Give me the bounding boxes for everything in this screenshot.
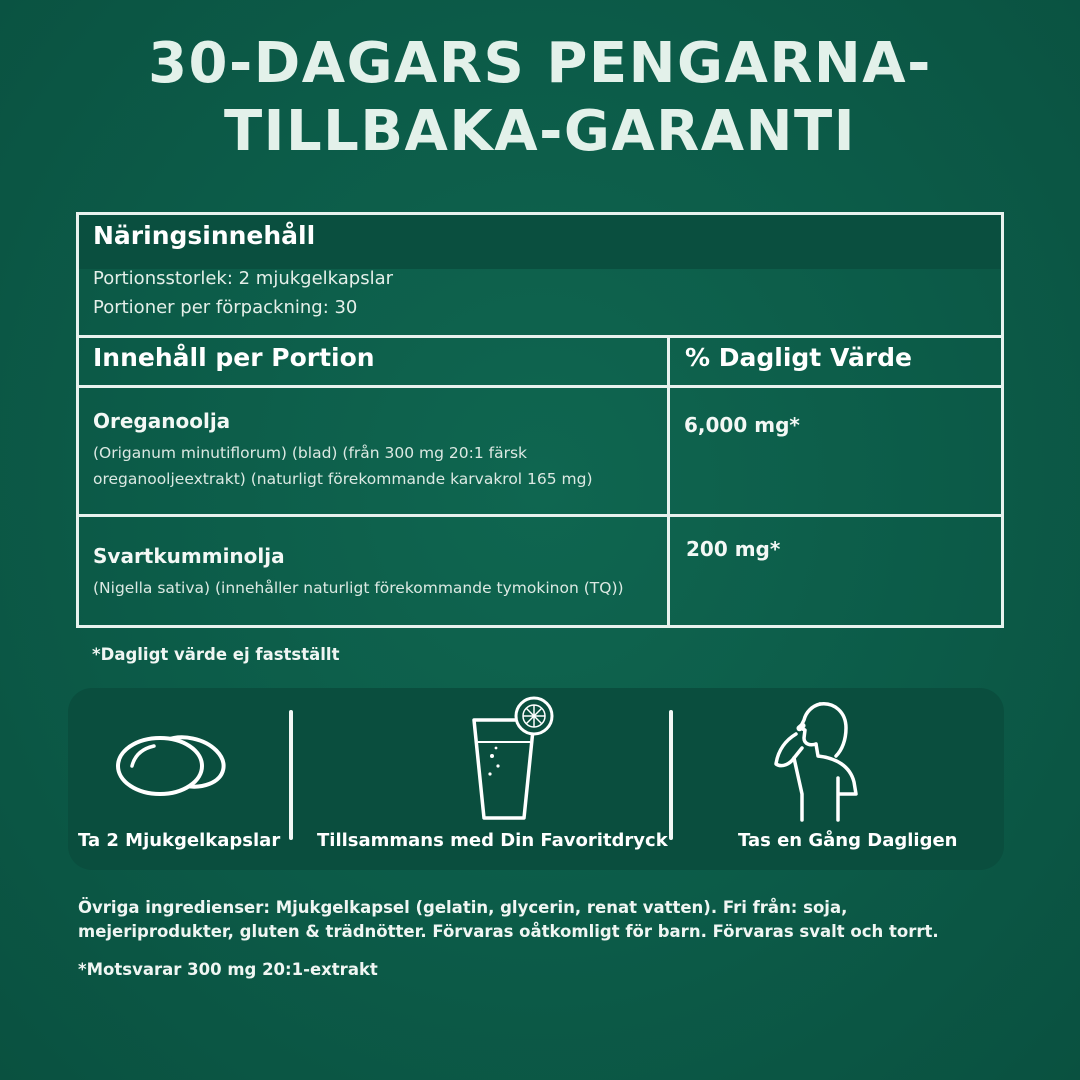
drink-glass-icon: [468, 696, 558, 822]
title-line-2: TILLBAKA-GARANTI: [223, 99, 857, 164]
serving-size: Portionsstorlek: 2 mjukgelkapslar: [93, 268, 394, 289]
ingredient-desc-oregano: (Origanum minutiflorum) (blad) (från 300 mg 20:1 färsk oreganooljeextrakt) (naturligt förekommande karvakrol 165 mg): [93, 444, 593, 488]
softgel-capsules-icon: [114, 726, 230, 802]
page-title: [0, 30, 1080, 166]
column-header-daily-value: % Dagligt Värde: [685, 343, 912, 372]
ingredient-name-oregano: Oreganoolja: [93, 409, 231, 433]
nutrition-facts-table: [76, 212, 1004, 628]
ingredient-value-black-seed: 200 mg*: [686, 537, 781, 561]
usage-separator: [289, 710, 293, 840]
servings-per-pack: Portioner per förpackning: 30: [93, 297, 358, 318]
usage-item-daily: [688, 688, 1004, 870]
other-ingredients: Övriga ingredienser: Mjukgelkapsel (gelatin, glycerin, renat vatten). Fri från: soja, mejeriprodukter, gluten & trädnötter. Förvaras oåtkomligt för barn. Förvaras svalt och torrt.: [78, 898, 939, 941]
usage-label-drink: Tillsammans med Din Favoritdryck: [317, 830, 668, 851]
nutrition-heading: Näringsinnehåll: [93, 221, 316, 250]
nutrition-header: [79, 215, 1001, 338]
daily-value-footnote: *Dagligt värde ej fastställt: [92, 645, 340, 664]
usage-item-capsules: [68, 688, 290, 870]
usage-item-drink: [308, 688, 668, 870]
table-divider: [79, 385, 1001, 388]
column-divider: [667, 336, 670, 628]
usage-label-capsules: Ta 2 Mjukgelkapslar: [78, 830, 281, 851]
title-line-1: 30-DAGARS PENGARNA-: [148, 31, 932, 96]
usage-label-daily: Tas en Gång Dagligen: [738, 830, 958, 851]
table-divider: [79, 514, 1001, 517]
person-taking-pill-icon: [772, 698, 868, 822]
ingredient-name-black-seed: Svartkumminolja: [93, 544, 285, 568]
ingredient-desc-black-seed: (Nigella sativa) (innehåller naturligt förekommande tymokinon (TQ)): [93, 579, 624, 597]
column-header-content: Innehåll per Portion: [93, 343, 375, 372]
extract-footnote: *Motsvarar 300 mg 20:1-extrakt: [78, 960, 378, 979]
usage-separator: [669, 710, 673, 840]
usage-instructions: [68, 688, 1004, 870]
ingredient-value-oregano: 6,000 mg*: [684, 413, 800, 437]
